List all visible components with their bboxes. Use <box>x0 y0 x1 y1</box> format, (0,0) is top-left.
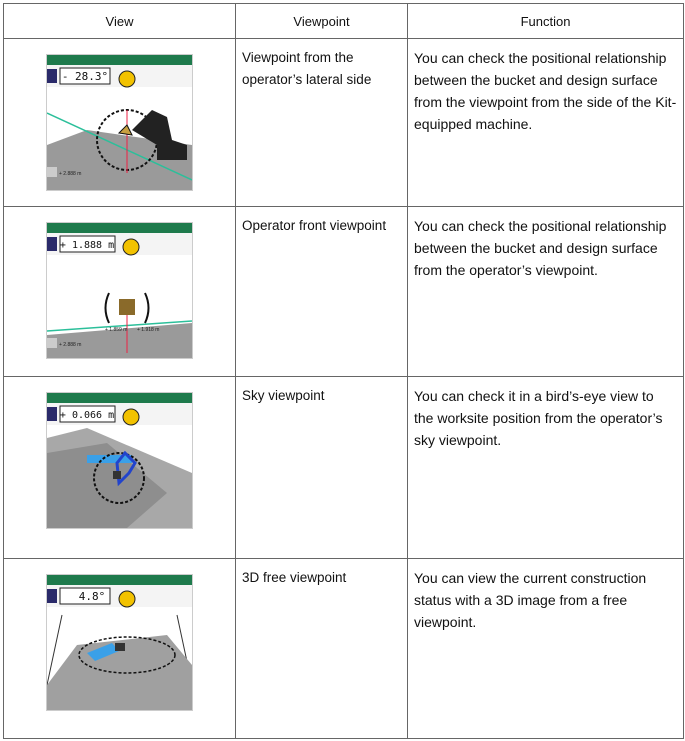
front-readout: + 1.888 m <box>59 240 115 251</box>
view-cell <box>4 39 236 207</box>
function-cell: You can check the positional relationship between the bucket and design surface from the operator’s viewpoint. <box>408 207 684 377</box>
viewpoint-cell: Operator front viewpoint <box>236 207 408 377</box>
free-3d-view-screenshot <box>46 574 193 711</box>
table-row <box>4 377 684 559</box>
table-row <box>4 207 684 377</box>
header-viewpoint: Viewpoint <box>236 4 408 39</box>
viewpoint-cell: Sky viewpoint <box>236 377 408 559</box>
header-row <box>4 4 684 39</box>
viewpoint-cell: Viewpoint from the operator’s lateral side <box>236 39 408 207</box>
front-bottom-value: + 2.888 m <box>59 342 82 348</box>
view-cell <box>4 207 236 377</box>
sky-readout: + 0.066 m <box>59 410 115 421</box>
table-row <box>4 559 684 739</box>
table-row <box>4 39 684 207</box>
lateral-readout: - 28.3° <box>61 70 109 83</box>
front-view-screenshot <box>46 222 193 359</box>
viewpoint-cell: 3D free viewpoint <box>236 559 408 739</box>
free-3d-readout: 4.8° <box>78 590 106 603</box>
function-cell: You can check it in a bird’s-eye view to the worksite position from the operator’s sky viewpoint. <box>408 377 684 559</box>
sky-view-screenshot <box>46 392 193 529</box>
view-cell <box>4 377 236 559</box>
front-right-value: + 1.918 m <box>137 327 160 333</box>
view-cell <box>4 559 236 739</box>
front-left-value: + 1.859 m <box>105 327 128 333</box>
header-function: Function <box>408 4 684 39</box>
header-view: View <box>4 4 236 39</box>
lateral-view-screenshot <box>46 54 193 191</box>
viewpoint-table <box>3 3 684 739</box>
lateral-bottom-value: + 2.888 m <box>59 171 82 177</box>
function-cell: You can view the current construction status with a 3D image from a free viewpoint. <box>408 559 684 739</box>
function-cell: You can check the positional relationship between the bucket and design surface from the viewpoint from the side of the Kit-equipped machine. <box>408 39 684 207</box>
